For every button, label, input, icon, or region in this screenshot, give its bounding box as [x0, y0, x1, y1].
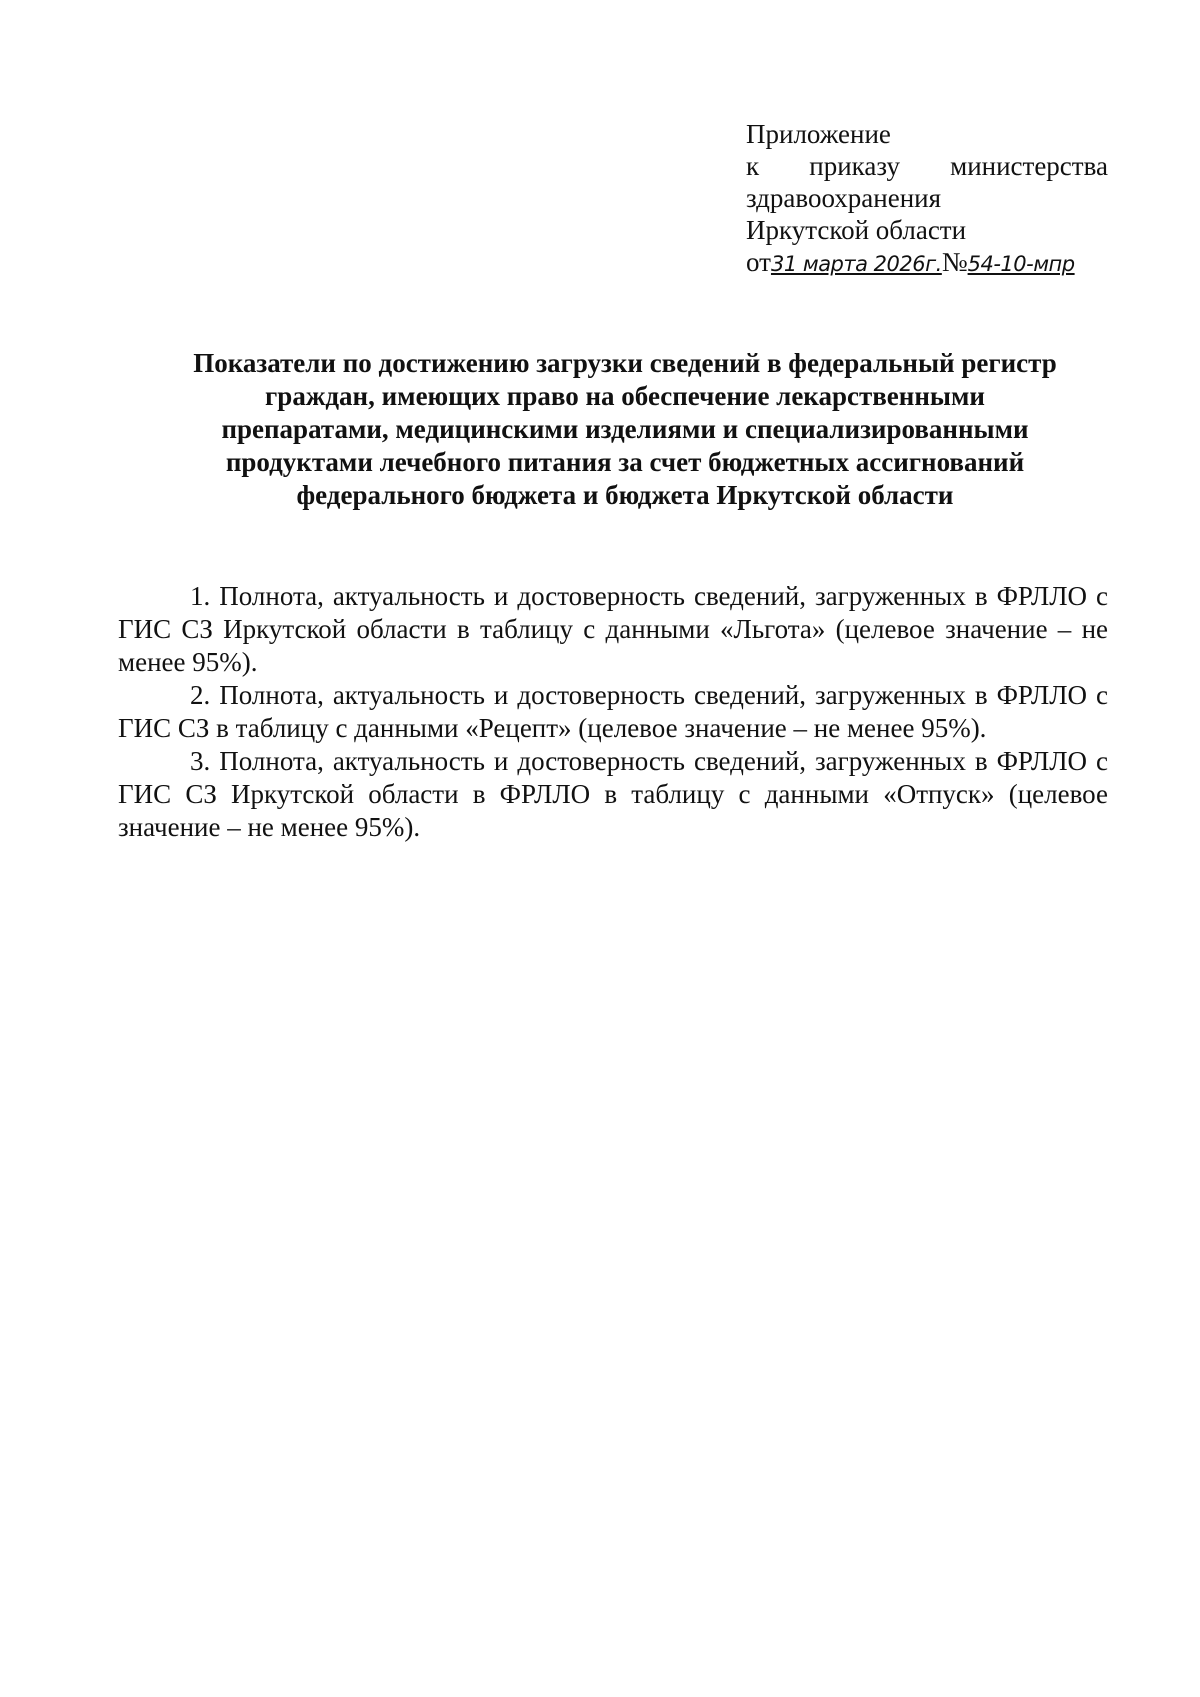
appendix-order: приказу: [809, 151, 900, 181]
appendix-health: здравоохранения: [746, 183, 942, 213]
title-line-4: продуктами лечебного питания за счет бюджетных ассигнований: [225, 447, 1025, 477]
number-prefix: №: [941, 247, 968, 277]
handwritten-date: 31 марта 2026г.: [770, 252, 942, 276]
handwritten-number: 54-10-мпр: [967, 252, 1075, 276]
appendix-ministry: министерства: [950, 151, 1108, 181]
item-3: 3. Полнота, актуальность и достоверность сведений, загруженных в ФРЛЛО с ГИС СЗ Иркутской области в ФРЛЛО в таблицу с данными «Отпуск» (целевое значение – не менее 95%).: [118, 746, 1108, 842]
title-line-2: граждан, имеющих право на обеспечение лекарственными: [265, 381, 985, 411]
date-prefix: от: [746, 247, 771, 277]
item-1: 1. Полнота, актуальность и достоверность сведений, загруженных в ФРЛЛО с ГИС СЗ Иркутской области в таблицу с данными «Льгота» (целевое значение – не менее 95%).: [118, 581, 1108, 677]
title-line-5: федерального бюджета и бюджета Иркутской области: [296, 480, 954, 510]
item-2: 2. Полнота, актуальность и достоверность сведений, загруженных в ФРЛЛО с ГИС СЗ в таблицу с данными «Рецепт» (целевое значение – не менее 95%).: [118, 680, 1108, 743]
appendix-block: [746, 118, 1108, 280]
title-line-3: препаратами, медицинскими изделиями и специализированными: [221, 414, 1029, 444]
appendix-date-line: [746, 246, 1108, 280]
document-body: [118, 580, 1108, 844]
appendix-k: к: [746, 151, 760, 181]
appendix-label: Приложение: [746, 119, 891, 149]
document-title: [150, 347, 1100, 512]
appendix-order-line: [746, 150, 1108, 182]
appendix-region: Иркутской области: [746, 215, 967, 245]
title-line-1: Показатели по достижению загрузки сведений в федеральный регистр: [193, 348, 1057, 378]
